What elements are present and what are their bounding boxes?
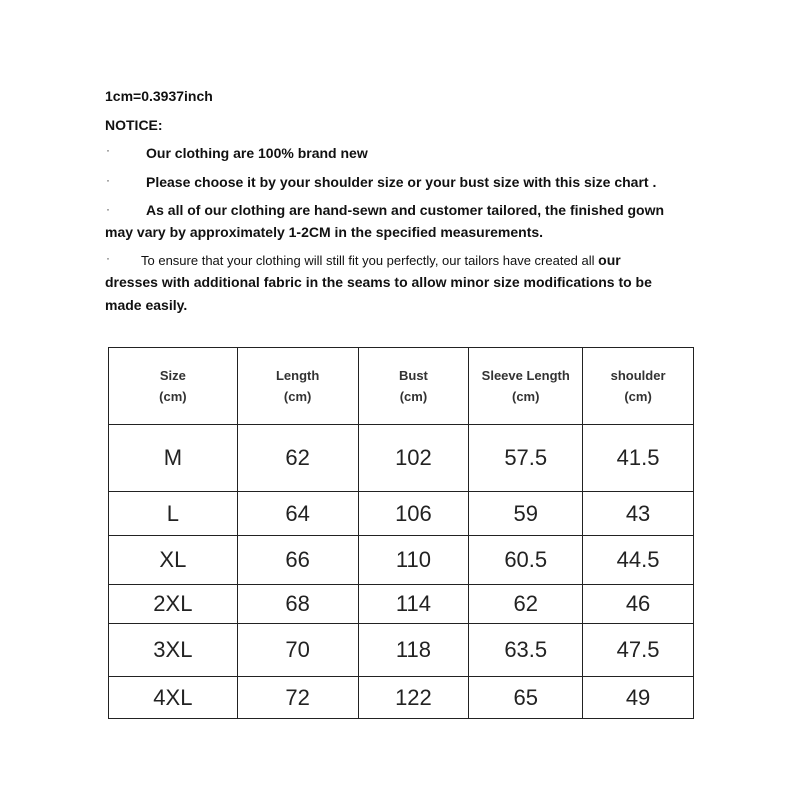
header-bust: Bust (cm) <box>358 348 469 425</box>
bullet-4: · <box>106 251 110 265</box>
cell-shoulder: 43 <box>583 492 694 536</box>
cell-length: 62 <box>237 425 358 492</box>
bullet-2: · <box>106 173 110 187</box>
cell-shoulder: 49 <box>583 677 694 719</box>
cell-size: 2XL <box>109 585 238 624</box>
cell-size: XL <box>109 536 238 585</box>
cell-size: L <box>109 492 238 536</box>
cell-sleeve-length: 59 <box>469 492 583 536</box>
table-row <box>109 624 694 677</box>
cell-bust: 118 <box>358 624 469 677</box>
cell-size: 4XL <box>109 677 238 719</box>
notice-item-4-line-3: made easily. <box>105 297 188 313</box>
cell-length: 72 <box>237 677 358 719</box>
cell-sleeve-length: 57.5 <box>469 425 583 492</box>
cell-shoulder: 47.5 <box>583 624 694 677</box>
notice-item-4-line-2: dresses with additional fabric in the seams to allow minor size modifications to be <box>105 274 652 290</box>
notice-item-3-line-2: may vary by approximately 1-2CM in the specified measurements. <box>105 224 544 240</box>
size-chart-table <box>108 347 694 719</box>
notice-item-2: Please choose it by your shoulder size or your bust size with this size chart . <box>146 174 657 190</box>
unit-conversion-text: 1cm=0.3937inch <box>105 88 213 104</box>
cell-size: M <box>109 425 238 492</box>
table-row <box>109 585 694 624</box>
notice-heading: NOTICE: <box>105 117 163 133</box>
cell-bust: 106 <box>358 492 469 536</box>
cell-shoulder: 44.5 <box>583 536 694 585</box>
table-row <box>109 492 694 536</box>
cell-length: 68 <box>237 585 358 624</box>
bullet-1: · <box>106 143 110 157</box>
table-row <box>109 536 694 585</box>
notice-item-3-line-1: As all of our clothing are hand-sewn and customer tailored, the finished gown <box>146 202 665 218</box>
cell-shoulder: 41.5 <box>583 425 694 492</box>
table-row <box>109 677 694 719</box>
table-header-row <box>109 348 694 425</box>
cell-length: 70 <box>237 624 358 677</box>
notice-item-4-line-1-bold: our <box>598 252 621 268</box>
cell-shoulder: 46 <box>583 585 694 624</box>
cell-sleeve-length: 60.5 <box>469 536 583 585</box>
cell-length: 64 <box>237 492 358 536</box>
cell-length: 66 <box>237 536 358 585</box>
cell-sleeve-length: 65 <box>469 677 583 719</box>
table-row <box>109 425 694 492</box>
header-length: Length (cm) <box>237 348 358 425</box>
cell-sleeve-length: 63.5 <box>469 624 583 677</box>
notice-item-1: Our clothing are 100% brand new <box>146 145 368 161</box>
notice-item-4-line-1-text: To ensure that your clothing will still fit you perfectly, our tailors have created all <box>141 253 595 268</box>
notice-item-4-line-1 <box>141 251 621 270</box>
cell-bust: 114 <box>358 585 469 624</box>
cell-size: 3XL <box>109 624 238 677</box>
cell-bust: 102 <box>358 425 469 492</box>
cell-bust: 110 <box>358 536 469 585</box>
bullet-3: · <box>106 202 110 216</box>
cell-bust: 122 <box>358 677 469 719</box>
header-size: Size (cm) <box>109 348 238 425</box>
header-sleeve-length: Sleeve Length (cm) <box>469 348 583 425</box>
header-shoulder: shoulder (cm) <box>583 348 694 425</box>
cell-sleeve-length: 62 <box>469 585 583 624</box>
